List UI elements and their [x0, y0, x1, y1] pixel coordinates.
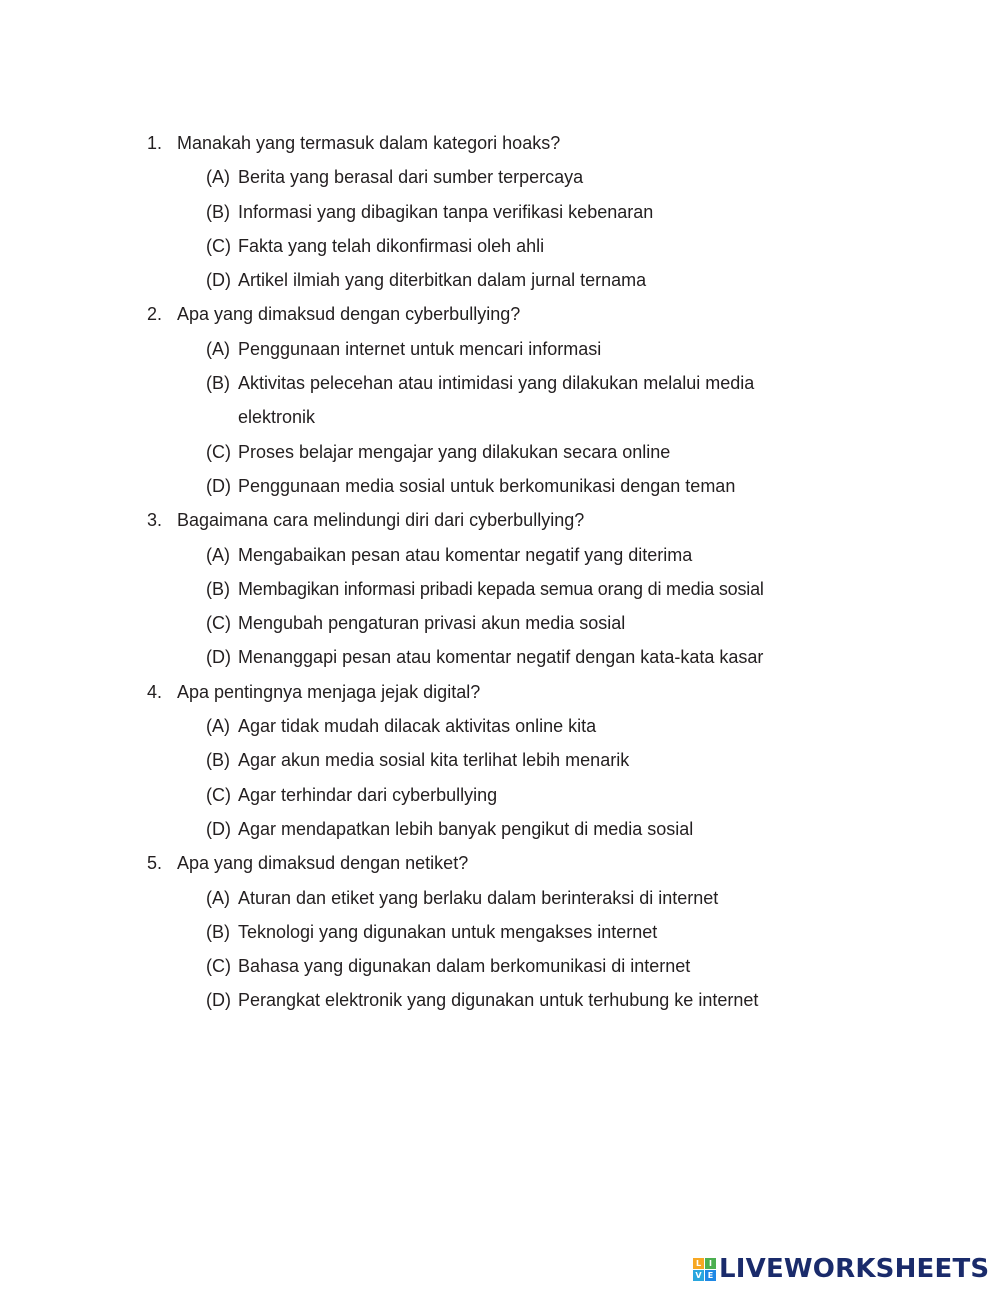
option-c[interactable] — [147, 606, 867, 640]
question-line — [147, 297, 867, 331]
option-text: Teknologi yang digunakan untuk mengakses internet — [238, 921, 658, 942]
question-text: Apa yang dimaksud dengan cyberbullying? — [177, 304, 521, 325]
option-d[interactable] — [147, 263, 867, 297]
logo-text: LIVEWORKSHEETS — [719, 1254, 990, 1284]
option-letter: (D) — [206, 475, 231, 496]
option-letter: (D) — [206, 818, 231, 839]
question-5 — [147, 846, 867, 1017]
option-text: Agar tidak mudah dilacak aktivitas online kita — [238, 716, 597, 737]
option-letter: (D) — [206, 647, 231, 668]
option-letter: (C) — [206, 613, 231, 634]
option-letter: (D) — [206, 990, 231, 1011]
option-letter: (A) — [206, 544, 230, 565]
option-list — [147, 332, 867, 503]
question-line — [147, 126, 867, 160]
liveworksheets-logo — [693, 1254, 989, 1284]
option-text: Agar mendapatkan lebih banyak pengikut di media sosial — [238, 818, 694, 839]
option-text: Penggunaan internet untuk mencari informasi — [238, 338, 602, 359]
question-text: Bagaimana cara melindungi diri dari cyberbullying? — [177, 510, 585, 531]
question-number: 2. — [147, 304, 163, 325]
option-text: Membagikan informasi pribadi kepada semua orang di media sosial — [238, 578, 764, 599]
option-text: Informasi yang dibagikan tanpa verifikasi kebenaran — [238, 201, 654, 222]
question-line — [147, 503, 867, 537]
option-letter: (A) — [206, 716, 230, 737]
option-b[interactable] — [147, 915, 867, 949]
option-letter: (C) — [206, 441, 231, 462]
option-list — [147, 538, 867, 675]
option-a[interactable] — [147, 881, 867, 915]
option-text: Mengabaikan pesan atau komentar negatif yang diterima — [238, 544, 693, 565]
option-letter: (A) — [206, 167, 230, 188]
option-d[interactable] — [147, 469, 867, 503]
question-number: 3. — [147, 510, 163, 531]
question-text: Manakah yang termasuk dalam kategori hoaks? — [177, 133, 561, 153]
option-text: Menanggapi pesan atau komentar negatif dengan kata-kata kasar — [238, 647, 764, 668]
option-a[interactable] — [147, 332, 867, 366]
option-letter: (C) — [206, 956, 231, 977]
option-b[interactable] — [147, 366, 867, 435]
option-letter: (C) — [206, 235, 231, 256]
question-3 — [147, 503, 867, 674]
option-d[interactable] — [147, 812, 867, 846]
option-letter: (B) — [206, 373, 230, 394]
option-letter: (C) — [206, 784, 231, 805]
option-letter: (D) — [206, 270, 231, 291]
option-d[interactable] — [147, 983, 867, 1017]
question-1 — [147, 126, 867, 297]
option-c[interactable] — [147, 229, 867, 263]
question-line — [147, 846, 867, 880]
option-c[interactable] — [147, 778, 867, 812]
question-number: 1. — [147, 133, 163, 153]
logo-square-e: E — [705, 1270, 716, 1281]
option-text: Mengubah pengaturan privasi akun media sosial — [238, 613, 626, 634]
question-2 — [147, 297, 867, 503]
option-a[interactable] — [147, 709, 867, 743]
option-text: Penggunaan media sosial untuk berkomunikasi dengan teman — [238, 475, 736, 496]
question-number: 4. — [147, 681, 163, 702]
option-letter: (B) — [206, 921, 230, 942]
option-list — [147, 709, 867, 846]
option-text: Perangkat elektronik yang digunakan untuk terhubung ke internet — [238, 990, 759, 1011]
logo-squares-icon — [693, 1258, 716, 1281]
option-text: Aturan dan etiket yang berlaku dalam berinteraksi di internet — [238, 887, 719, 908]
option-text: Agar akun media sosial kita terlihat lebih menarik — [238, 750, 630, 771]
option-text: Bahasa yang digunakan dalam berkomunikasi di internet — [238, 956, 691, 977]
option-c[interactable] — [147, 949, 867, 983]
option-c[interactable] — [147, 435, 867, 469]
logo-square-v: V — [693, 1270, 704, 1281]
option-b[interactable] — [147, 743, 867, 777]
option-letter: (A) — [206, 887, 230, 908]
question-text: Apa yang dimaksud dengan netiket? — [177, 853, 469, 874]
option-text: Berita yang berasal dari sumber terpercaya — [238, 167, 584, 188]
option-letter: (B) — [206, 201, 230, 222]
question-text: Apa pentingnya menjaga jejak digital? — [177, 681, 481, 702]
option-text: Aktivitas pelecehan atau intimidasi yang dilakukan melalui media elektronik — [238, 373, 755, 428]
option-d[interactable] — [147, 640, 867, 674]
question-number: 5. — [147, 853, 163, 874]
option-list — [147, 160, 867, 297]
quiz-list — [147, 126, 867, 1018]
question-line — [147, 675, 867, 709]
option-text: Proses belajar mengajar yang dilakukan secara online — [238, 441, 671, 462]
option-b[interactable] — [147, 195, 867, 229]
option-letter: (B) — [206, 578, 230, 599]
option-letter: (B) — [206, 750, 230, 771]
option-list — [147, 881, 867, 1018]
option-text: Agar terhindar dari cyberbullying — [238, 784, 498, 805]
logo-square-i: I — [705, 1258, 716, 1269]
option-letter: (A) — [206, 338, 230, 359]
option-a[interactable] — [147, 538, 867, 572]
option-text: Fakta yang telah dikonfirmasi oleh ahli — [238, 235, 545, 256]
option-a[interactable] — [147, 160, 867, 194]
option-b[interactable] — [147, 572, 867, 606]
question-4 — [147, 675, 867, 846]
option-text: Artikel ilmiah yang diterbitkan dalam jurnal ternama — [238, 270, 647, 291]
logo-square-l: L — [693, 1258, 704, 1269]
